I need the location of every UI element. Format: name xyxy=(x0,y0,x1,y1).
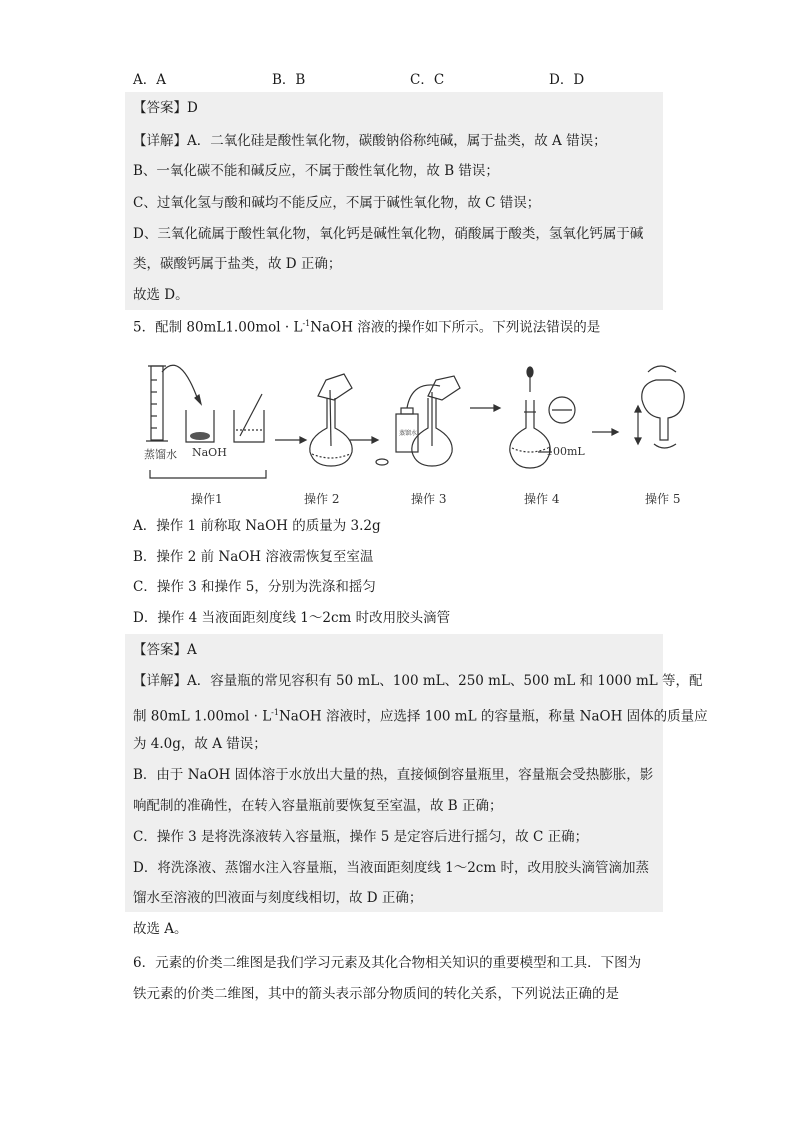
q5-stem-part: NaOH 溶液的操作如下所示。下列说法错误的是 xyxy=(310,319,601,336)
q5-option-a: A．操作 1 前称取 NaOH 的质量为 3.2g xyxy=(133,518,381,534)
q4-explanation-line: 故选 D。 xyxy=(133,287,189,303)
graduated-cylinder-icon xyxy=(146,366,168,441)
q5-explanation-line xyxy=(133,703,708,727)
q5-stem-part: 5．配制 80mL1.00mol · L xyxy=(133,319,303,336)
q5-explanation-line: 为 4.0g，故 A 错误； xyxy=(133,736,267,752)
volumetric-flask-icon xyxy=(412,376,460,466)
q4-explanation-line: 类，碳酸钙属于盐类，故 D 正确； xyxy=(133,256,342,272)
operation1-bracket xyxy=(150,470,266,478)
q5-explanation-line: 故选 A。 xyxy=(133,921,188,937)
q5-option-d: D．操作 4 当液面距刻度线 1～2cm 时改用胶头滴管 xyxy=(133,610,451,626)
caption-operation-3: 操作 3 xyxy=(411,492,447,506)
q5-explanation-part: 制 80mL 1.00mol · L xyxy=(133,708,272,725)
caption-operation-4: 操作 4 xyxy=(524,492,560,506)
pour-arrow-icon xyxy=(162,365,198,400)
q5-explanation-line: 馏水至溶液的凹液面与刻度线相切，故 D 正确； xyxy=(133,890,423,906)
beaker-icon xyxy=(186,410,214,442)
label-distilled-water: 蒸馏水 xyxy=(144,448,177,461)
q5-answer: 【答案】A xyxy=(133,642,197,658)
q5-explanation-line: D．将洗涤液、蒸馏水注入容量瓶，当液面距刻度线 1～2cm 时，改用胶头滴管滴加蒸 xyxy=(133,860,649,876)
beaker-with-rod-icon xyxy=(234,394,264,442)
q5-explanation-line: B．由于 NaOH 固体溶于水放出大量的热，直接倾倒容量瓶里，容量瓶会受热膨胀，影 xyxy=(133,767,654,783)
caption-operation-2: 操作 2 xyxy=(304,492,340,506)
q4-option-b: B．B xyxy=(272,72,306,88)
label-naoh: NaOH xyxy=(192,446,227,459)
q4-answer: 【答案】D xyxy=(133,100,198,116)
q4-option-c: C．C xyxy=(410,72,445,88)
q5-explanation-line: 响配制的准确性，在转入容量瓶前要恢复至室温，故 B 正确； xyxy=(133,798,503,814)
q4-option-a: A．A xyxy=(133,72,166,88)
q4-explanation-line: D、三氧化硫属于酸性氧化物，氧化钙是碱性氧化物，硝酸属于酸类，氢氧化钙属于碱 xyxy=(133,226,644,242)
q5-option-b: B．操作 2 前 NaOH 溶液需恢复至室温 xyxy=(133,549,374,565)
q5-option-c: C．操作 3 和操作 5，分别为洗涤和摇匀 xyxy=(133,579,376,595)
caption-operation-1: 操作1 xyxy=(191,492,223,506)
volumetric-flask-icon xyxy=(510,400,550,468)
q4-explanation-line: B、一氧化碳不能和碱反应，不属于酸性氧化物，故 B 错误； xyxy=(133,163,499,179)
q6-stem-line: 6．元素的价类二维图是我们学习元素及其化合物相关知识的重要模型和工具．下图为 xyxy=(133,955,642,971)
q5-explanation-superscript: -1 xyxy=(271,708,279,717)
q5-explanation-part: NaOH 溶液时，应选择 100 mL 的容量瓶，称量 NaOH 固体的质量应 xyxy=(278,708,708,725)
q6-stem-line: 铁元素的价类二维图，其中的箭头表示部分物质间的转化关系，下列说法正确的是 xyxy=(133,986,619,1002)
shaking-flask-icon xyxy=(642,366,684,448)
q5-explanation-line: C．操作 3 是将洗涤液转入容量瓶，操作 5 是定容后进行摇匀，故 C 正确； xyxy=(133,829,589,845)
q5-stem-superscript: -1 xyxy=(302,319,311,328)
caption-operation-5: 操作 5 xyxy=(645,492,681,506)
label-wash-bottle: 蒸馏水 xyxy=(399,430,418,437)
volumetric-flask-icon xyxy=(310,374,352,466)
label-100ml: 100mL xyxy=(546,445,585,458)
dropper-icon xyxy=(527,367,533,392)
q4-explanation-line: C、过氧化氢与酸和碱均不能反应，不属于碱性氧化物，故 C 错误； xyxy=(133,195,541,211)
wash-bottle-icon xyxy=(396,385,440,452)
q4-explanation-line: 【详解】A．二氧化硅是酸性氧化物，碳酸钠俗称纯碱，属于盐类，故 A 错误； xyxy=(133,133,607,149)
q5-explanation-line: 【详解】A．容量瓶的常见容积有 50 mL、100 mL、250 mL、500 mL 和 1000 mL 等，配 xyxy=(133,673,703,689)
stopper-icon xyxy=(376,459,388,465)
q4-option-d: D．D xyxy=(549,72,585,88)
